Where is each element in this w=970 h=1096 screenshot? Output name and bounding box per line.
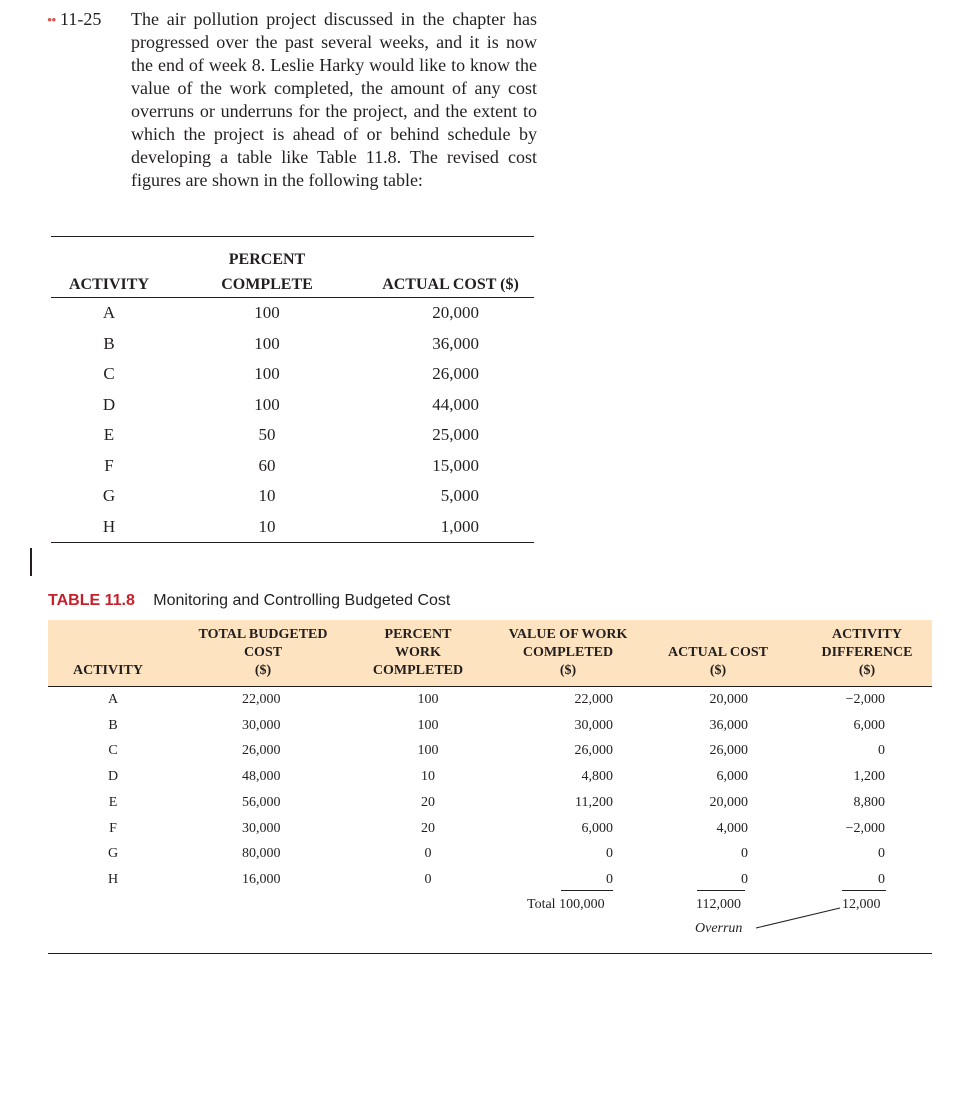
header-value-of-work-completed: VALUE OF WORK COMPLETED ($): [508, 627, 628, 678]
activity-cell: A: [107, 692, 119, 707]
value-of-work-cell: 22,000: [574, 692, 613, 707]
actual-cost-cell: 26,000: [432, 364, 479, 384]
percent-complete-cell: 100: [254, 394, 280, 414]
table-row: [48, 738, 932, 763]
table-row: [48, 687, 932, 712]
percent-work-cell: 100: [417, 692, 439, 707]
table-row: [51, 298, 534, 329]
activity-cell: G: [102, 486, 116, 506]
difference-cell: 0: [878, 871, 885, 887]
table-row: [51, 420, 534, 451]
actual-cost-row-cell: 26,000: [709, 743, 748, 759]
budgeted-cost-cell: 56,000: [242, 794, 281, 810]
percent-complete-cell: 100: [254, 303, 280, 323]
budgeted-cost-cell: 16,000: [242, 871, 281, 887]
percent-complete-cell: 100: [254, 364, 280, 384]
activity-cell: C: [103, 364, 115, 384]
problem-id: 11-25: [60, 9, 102, 29]
header-actual-cost: ACTUAL COST ($): [367, 237, 534, 298]
budgeted-cost-cell: 30,000: [242, 820, 281, 836]
sum-rule-actual: [697, 890, 745, 891]
activity-cell: D: [102, 394, 116, 414]
problem-text: The air pollution project discussed in the chapter has progressed over the past several weeks, and it is now the end of week 8. Leslie Harky would like to know the value of the work completed, the amount of any cost overruns or underruns for the project, and the extent to which the project is ahead of or behind schedule by developing a table like Table 11.8. The revised cost figures are shown in the following table:: [131, 9, 537, 190]
activity-cell: E: [103, 425, 115, 445]
total-value-of-work: Total 100,000: [527, 897, 605, 912]
budgeted-cost-cell: 26,000: [242, 743, 281, 759]
total-activity-difference: 12,000: [842, 897, 881, 912]
sum-rule-value: [561, 890, 613, 891]
table-label: TABLE 11.8: [48, 592, 135, 609]
table-row: [51, 512, 534, 543]
actual-cost-row-cell: 20,000: [709, 692, 748, 707]
actual-cost-cell: 36,000: [432, 333, 479, 353]
value-of-work-cell: 0: [606, 871, 613, 887]
percent-complete-cell: 100: [254, 333, 280, 353]
value-of-work-cell: 0: [606, 846, 613, 862]
budgeted-cost-cell: 30,000: [242, 717, 281, 733]
activity-cell: A: [102, 303, 116, 323]
difference-cell: 1,200: [853, 769, 885, 785]
percent-complete-cell: 60: [258, 455, 276, 475]
budgeted-cost-cell: 22,000: [242, 692, 281, 707]
actual-cost-cell: 1,000: [367, 512, 534, 543]
activity-cell: G: [107, 846, 119, 862]
actual-cost-cell: 25,000: [432, 425, 479, 445]
value-of-work-cell: 6,000: [581, 820, 613, 836]
actual-cost-row-cell: 6,000: [716, 769, 748, 785]
actual-cost-row-cell: 20,000: [709, 794, 748, 810]
percent-complete-cell: 10: [167, 512, 367, 543]
difficulty-dots: ••: [47, 13, 56, 29]
percent-complete-cell: 10: [258, 486, 276, 506]
table-row: [48, 841, 932, 866]
table-bottom-rule: [48, 953, 932, 954]
table-row: [48, 764, 932, 789]
text-cursor: [30, 548, 32, 576]
activity-cell: B: [103, 333, 115, 353]
header-activity: ACTIVITY: [72, 663, 143, 678]
activity-cell: H: [107, 871, 119, 887]
activity-cell: B: [108, 717, 118, 733]
table-row: [48, 816, 932, 841]
actual-cost-row-cell: 0: [741, 871, 748, 887]
activity-cell: F: [109, 820, 117, 836]
header-activity: ACTIVITY: [51, 237, 167, 298]
value-of-work-cell: 4,800: [581, 769, 613, 785]
header-total-budgeted-cost: TOTAL BUDGETED COST ($): [198, 627, 328, 678]
table-row: [51, 390, 534, 421]
activity-cell: E: [108, 794, 118, 810]
total-actual-cost: 112,000: [696, 897, 741, 912]
actual-cost-row-cell: 36,000: [709, 717, 748, 733]
table-row: [48, 867, 932, 892]
activity-cell: F: [104, 455, 114, 475]
budgeted-cost-cell: 80,000: [242, 846, 281, 862]
header-percent-work-completed: PERCENT WORK COMPLETED: [372, 627, 464, 678]
percent-work-cell: 100: [417, 717, 439, 733]
difference-cell: 0: [878, 743, 885, 759]
actual-cost-cell: 15,000: [432, 455, 479, 475]
table-title: Monitoring and Controlling Budgeted Cost: [153, 592, 451, 609]
overrun-leader-line: [750, 903, 850, 933]
table-row: [51, 451, 534, 482]
percent-work-cell: 20: [421, 820, 435, 836]
percent-work-cell: 10: [421, 769, 435, 785]
sum-rule-difference: [842, 890, 886, 891]
activity-cell: C: [108, 743, 118, 759]
problem-number: [47, 8, 101, 33]
budgeted-cost-cell: 48,000: [242, 769, 281, 785]
actual-cost-row-cell: 0: [741, 846, 748, 862]
value-of-work-cell: 26,000: [574, 743, 613, 759]
actual-cost-row-cell: 4,000: [716, 820, 748, 836]
header-percent-complete: PERCENT COMPLETE: [167, 237, 367, 298]
difference-cell: 6,000: [853, 717, 885, 733]
table-11-8-header: [48, 620, 932, 687]
difference-cell: 8,800: [853, 794, 885, 810]
difference-cell: −2,000: [845, 692, 885, 707]
table-row: [48, 790, 932, 815]
actual-cost-cell: 44,000: [432, 394, 479, 414]
percent-work-cell: 0: [424, 871, 432, 887]
activity-cell: D: [107, 769, 119, 785]
table-row: [51, 481, 534, 512]
table-row: [51, 329, 534, 360]
percent-work-cell: 0: [424, 846, 432, 862]
value-of-work-cell: 30,000: [574, 717, 613, 733]
header-activity-difference: ACTIVITY DIFFERENCE ($): [821, 627, 913, 678]
revised-cost-rows: [51, 298, 534, 543]
table-row: [51, 359, 534, 390]
actual-cost-cell: 20,000: [432, 303, 479, 323]
difference-cell: −2,000: [845, 820, 885, 836]
percent-complete-cell: 50: [258, 425, 276, 445]
actual-cost-cell: 5,000: [440, 486, 479, 506]
revised-cost-table: [51, 236, 534, 543]
table-row: [48, 713, 932, 738]
percent-work-cell: 20: [421, 794, 435, 810]
table-caption: [48, 592, 450, 610]
percent-work-cell: 100: [417, 743, 439, 759]
difference-cell: 0: [878, 846, 885, 862]
activity-cell: H: [51, 512, 167, 543]
problem-statement: [47, 8, 547, 192]
overrun-label: Overrun: [695, 921, 743, 936]
header-actual-cost: ACTUAL COST ($): [668, 645, 768, 678]
value-of-work-cell: 11,200: [575, 794, 613, 810]
